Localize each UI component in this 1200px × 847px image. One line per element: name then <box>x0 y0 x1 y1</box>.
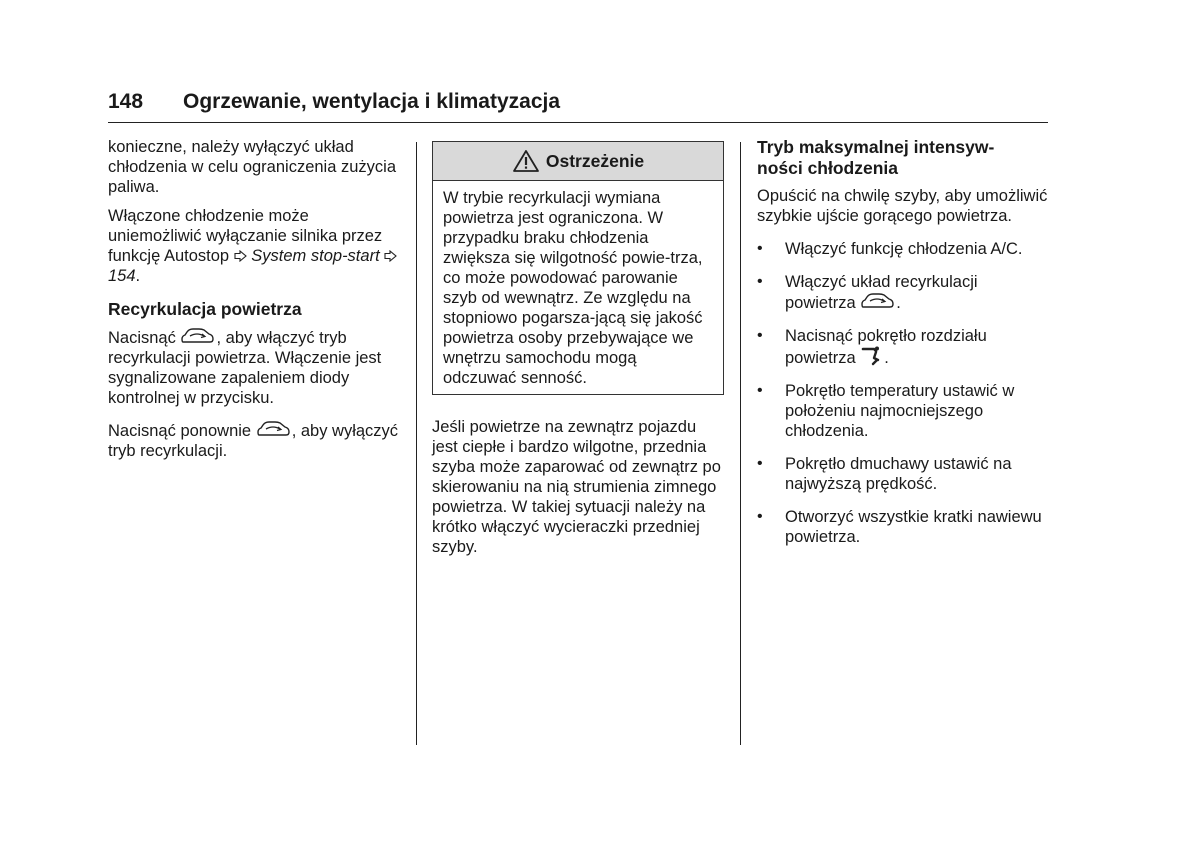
warning-triangle-icon <box>512 149 540 173</box>
warning-header <box>433 142 723 181</box>
list-item <box>757 381 1052 441</box>
list-item-text: Pokrętło temperatury ustawić w położeniu najmocniejszego chłodzenia. <box>785 382 1015 440</box>
paragraph-autostop: Włączone chłodzenie może uniemożliwić wyłączanie silnika przez funkcję Autostop System stop-start 154. <box>108 206 403 286</box>
page-header <box>108 90 1048 122</box>
column-divider-1 <box>416 142 417 745</box>
section-heading-max-cooling: Tryb maksymalnej intensyw-ności chłodzenia <box>757 137 995 178</box>
column-1 <box>108 137 403 470</box>
air-distribution-icon <box>860 346 884 366</box>
chapter-title: Ogrzewanie, wentylacja i klimatyzacja <box>183 90 561 113</box>
section-heading-recirculation: Recyrkulacja powietrza <box>108 299 302 319</box>
period: . <box>896 294 901 312</box>
list-item-text: Pokrętło dmuchawy ustawić na najwyższą prędkość. <box>785 455 1012 493</box>
paragraph-open-windows: Opuścić na chwilę szyby, aby umożliwić szybkie ujście gorącego powietrza. <box>757 187 1048 225</box>
reference-arrow-icon <box>234 250 247 262</box>
reference-arrow-icon <box>384 250 397 262</box>
system-stop-start-link[interactable]: System stop-start <box>251 247 380 265</box>
column-2 <box>432 141 724 566</box>
list-item-text: Włączyć funkcję chłodzenia A/C. <box>785 240 1023 258</box>
air-recirculation-icon <box>860 292 896 310</box>
instruction-list <box>757 239 1052 547</box>
air-recirculation-icon <box>256 420 292 438</box>
paragraph-recirc-off <box>108 420 403 461</box>
autostop-text: Włączone chłodzenie może uniemożliwić wyłączanie silnika przez funkcję Autostop <box>108 207 383 265</box>
column-3 <box>757 137 1052 556</box>
warning-box <box>432 141 724 395</box>
column-divider-2 <box>740 142 741 745</box>
warning-body <box>433 181 723 394</box>
warning-title: Ostrzeżenie <box>545 150 645 171</box>
list-item <box>757 507 1052 547</box>
list-item <box>757 326 1052 368</box>
list-item-text: Nacisnąć pokrętło rozdziału powietrza <box>785 327 987 367</box>
paragraph-humid-air: Jeśli powietrze na zewnątrz pojazdu jest ciepłe i bardzo wilgotne, przednia szyba może zaparować od zewnątrz po skierowaniu na nią strumienia zimnego powietrza. W takiej sytuacji należy na krótko włączyć wycieraczki przedniej szyby. <box>432 418 721 556</box>
paragraph-cooling-fuel: konieczne, należy wyłączyć układ chłodzenia w celu ograniczenia zużycia paliwa. <box>108 138 396 196</box>
page-reference-link[interactable]: 154 <box>108 267 136 285</box>
recirc-off-pre: Nacisnąć ponownie <box>108 422 252 440</box>
warning-text: W trybie recyrkulacji wymiana powietrza jest ograniczona. W przypadku braku chłodzenia zwiększa się wilgotność powie-trza, co może powodować parowanie szyb od wewnątrz. Ze względu na stopniowo pogarsza-jącą się jakość powietrza osoby przebywające we wnętrzu samochodu mogą odczuwać senność. <box>443 189 703 387</box>
paragraph-recirc-on <box>108 327 403 408</box>
recirc-off-post: , aby wyłączyć tryb recyrkulacji. <box>108 422 399 460</box>
list-item-text: Otworzyć wszystkie kratki nawiewu powietrza. <box>785 508 1042 546</box>
air-recirculation-icon <box>180 327 216 345</box>
period: . <box>884 349 889 367</box>
page-number: 148 <box>108 90 144 113</box>
list-item <box>757 239 1052 259</box>
recirc-on-pre: Nacisnąć <box>108 329 176 347</box>
list-item <box>757 272 1052 313</box>
header-divider <box>108 122 1048 123</box>
list-item-text: Włączyć układ recyrkulacji powietrza <box>785 273 978 312</box>
recirc-on-post: , aby włączyć tryb recyrkulacji powietrza. Włączenie jest sygnalizowane zapaleniem diody kontrolnej w przycisku. <box>108 329 382 407</box>
list-item <box>757 454 1052 494</box>
